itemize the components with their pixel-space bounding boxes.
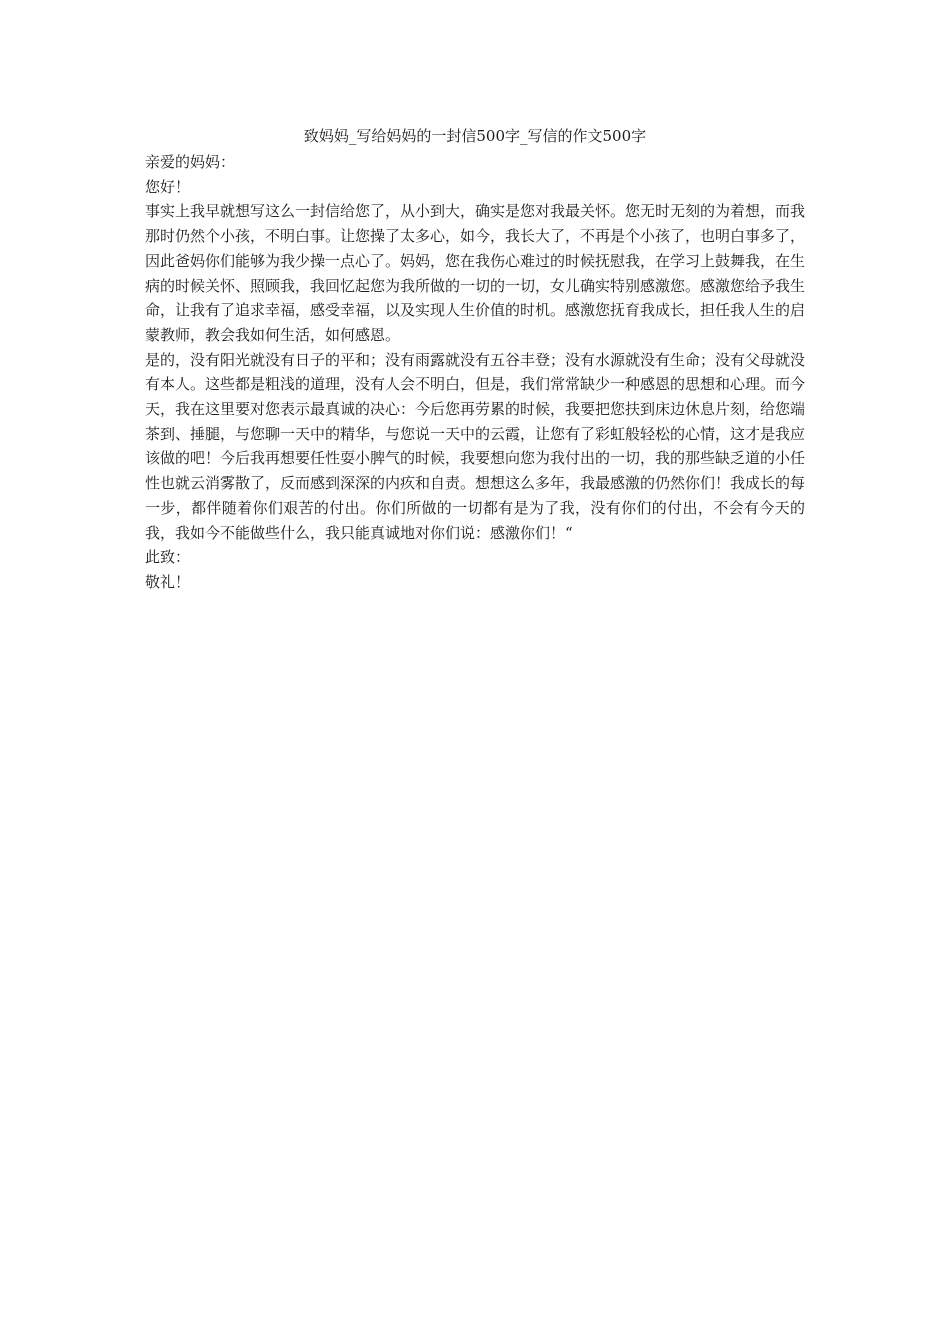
body-paragraph: 是的，没有阳光就没有日子的平和；没有雨露就没有五谷丰登；没有水源就没有生命；没有父母就没有本人。这些都是粗浅的道理，没有人会不明白，但是，我们常常缺少一种感恩的思想和心理。而今天，我在这里要对您表示最真诚的决心：今后您再劳累的时候，我要把您扶到床边休息片刻，给您端茶到、捶腿，与您聊一天中的精华，与您说一天中的云霞，让您有了彩虹般轻松的心情，这才是我应该做的吧！今后我再想要任性耍小脾气的时候，我要想向您为我付出的一切，我的那些缺乏道的小任性也就云消雾散了，反而感到深深的内疚和自责。想想这么多年，我最感激的仍然你们！我成长的每一步，都伴随着你们艰苦的付出。你们所做的一切都有是为了我，没有你们的付出，不会有今天的我，我如今不能做些什么，我只能真诚地对你们说：感激你们！“	[145, 350, 806, 542]
greeting: 您好！	[145, 177, 191, 196]
document-title: 致妈妈_写给妈妈的一封信500字_写信的作文500字	[303, 127, 647, 145]
body-paragraph: 事实上我早就想写这么一封信给您了，从小到大，确实是您对我最关怀。您无时无刻的为着想，而我那时仍然个小孩，不明白事。让您操了太多心，如今，我长大了，不再是个小孩了，也明白事多了，因此爸妈你们能够为我少操一点心了。妈妈，您在我伤心难过的时候抚慰我，在学习上鼓舞我，在生病的时候关怀、照顾我，我回忆起您为我所做的一切的一切，女儿确实特别感激您。感激您给予我生命，让我有了追求幸福，感受幸福，以及实现人生价值的时机。感激您抚育我成长，担任我人生的启蒙教师，教会我如何生活，如何感恩。	[145, 202, 806, 344]
regards: 敬礼！	[145, 572, 191, 591]
salutation: 亲爱的妈妈：	[145, 153, 236, 171]
closing: 此致：	[145, 548, 191, 567]
letter-body	[145, 150, 805, 595]
